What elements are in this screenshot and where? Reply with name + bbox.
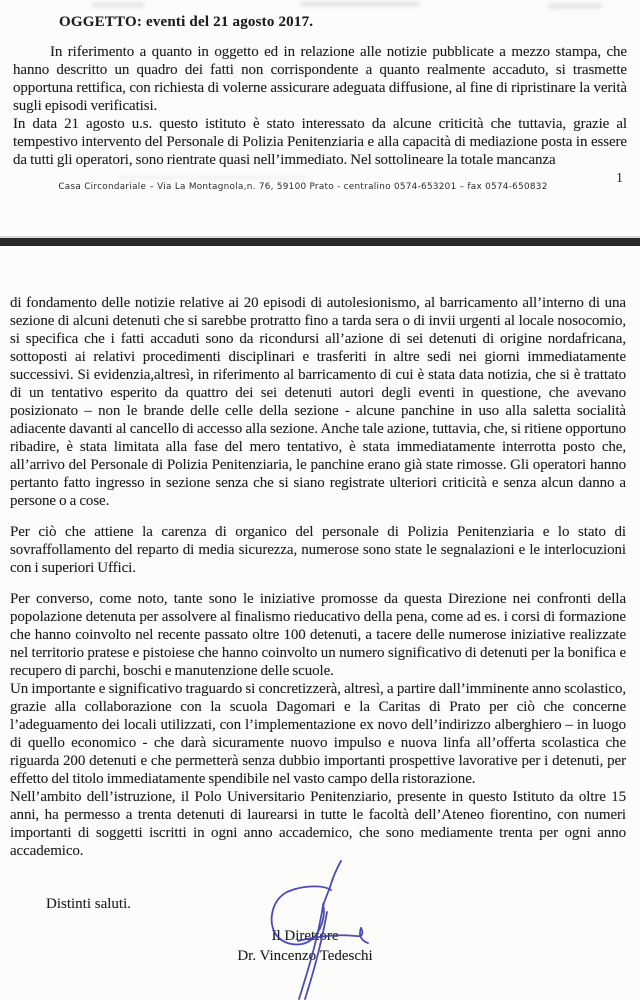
body-paragraph: di fondamento delle notizie relative ai 20 episodi di autolesionismo, al barricamento all’interno di una sezione di alcuni detenuti che si sarebbe protratto fino a tarda sera o di invii urgenti al locale nosocomio, si specifica che i fatti accaduti sono da ricondursi all’azione di sei detenuti di origine nordafricana, sottoposti ai relativi procedimenti disciplinari e trasferiti in altre sedi nei giorni immediatamente successivi. Si evidenzia,altresì, in riferimento al barricamento di cui è stata data notizia, che si è trattato di un tentativo esperito da quattro dei sei detenuti autori degli eventi in questione, che avevano posizionato – non le brande delle celle della sezione - alcune panchine in uso alla saletta socialità adiacente davanti al cancello di accesso alla sezione. Anche tale azione, tuttavia, che, si ritiene opportuno ribadire, è stata limitata alla fase del mero tentativo, è stata immediatamente interrotta posto che, all’arrivo del Personale di Polizia Penitenziaria, le panchine erano già state rimosse. Gli operatori hanno pertanto fatto ingresso in sezione senza che si siano registrate ulteriori criticità e senza alcun danno a persone o a cose. (10, 295, 626, 509)
document-page-1 (0, 0, 640, 237)
page1-body (13, 43, 627, 169)
body-paragraph: Per converso, come noto, tante sono le iniziative promosse da questa Direzione nei confronti della popolazione detenuta per assolvere al finalismo rieducativo della pena, come ad es. i corsi di formazione che hanno coinvolto nel recente passato oltre 100 detenuti, a tacere delle numerose iniziative realizzate nel territorio pratese e pistoiese che hanno coinvolto un numero significativo di detenuti per la bonifica e recupero di parchi, boschi e manutenzione delle scuole. (10, 591, 626, 679)
scan-artifact (300, 2, 420, 6)
page-number: 1 (616, 171, 623, 186)
signature-block (222, 926, 388, 966)
closing-salutation: Distinti saluti. (46, 896, 132, 912)
body-paragraph: Un importante e significativo traguardo si concretizzerà, altresì, a partire dall’imminente anno scolastico, grazie alla collaborazione con la scuola Dagomari e la Caritas di Prato per ciò che concerne l’adeguamento dei locali utilizzati, con l’implementazione ex novo dell’indirizzo alberghiero – in luogo di quello economico - che darà sicuramente nuovo impulso e nuova linfa all’offerta scolastica che riguarda 200 detenuti e che permetterà senza dubbio importanti prospettive lavorative per i detenuti, per effetto del titolo immediatamente spendibile nel vasto campo della ristorazione. (10, 681, 626, 787)
page2-body (10, 294, 626, 860)
body-paragraph: In data 21 agosto u.s. questo istituto è stato interessato da alcune criticità che tuttavia, grazie al tempestivo intervento del Personale di Polizia Penitenziaria e alla capacità di mediazione posta in essere da tutti gli operatori, sono rientrate quasi nell’immediato. Nel sottolineare la totale mancanza (13, 116, 627, 168)
body-paragraph: Nell’ambito dell’istruzione, il Polo Universitario Penitenziario, presente in questo Istituto da oltre 15 anni, ha permesso a trenta detenuti di laurearsi in tutte le facoltà dell’Ateneo fiorentino, con numeri importanti di soggetti iscritti in ogni anno accademico, che sono mediamente trenta per ogni anno accademico. (10, 789, 626, 859)
signature-name: Dr. Vincenzo Tedeschi (237, 948, 373, 964)
body-paragraph: Per ciò che attiene la carenza di organico del personale di Polizia Penitenziaria e lo stato di sovraffollamento del reparto di media sicurezza, numerose sono state le segnalazioni e le interlocuzioni con i superiori Uffici. (10, 524, 626, 576)
page-footer: Casa Circondariale – Via La Montagnola,n. 76, 59100 Prato - centralino 0574-653201 – fax 0574-650832 (58, 182, 548, 192)
scan-artifact (118, 176, 308, 179)
scan-artifact (92, 3, 144, 7)
subject-line: OGGETTO: eventi del 21 agosto 2017. (59, 14, 314, 30)
scan-artifact (548, 4, 602, 8)
signature-title: Il Direttore (271, 928, 339, 944)
body-paragraph: In riferimento a quanto in oggetto ed in relazione alle notizie pubblicate a mezzo stampa, che hanno descritto un quadro dei fatti non corrispondente a quanto realmente accaduto, si trasmette opportuna rettifica, con richiesta di volerne assicurare adeguata diffusione, al fine di ripristinare la verità sugli episodi verificatisi. (13, 44, 627, 114)
